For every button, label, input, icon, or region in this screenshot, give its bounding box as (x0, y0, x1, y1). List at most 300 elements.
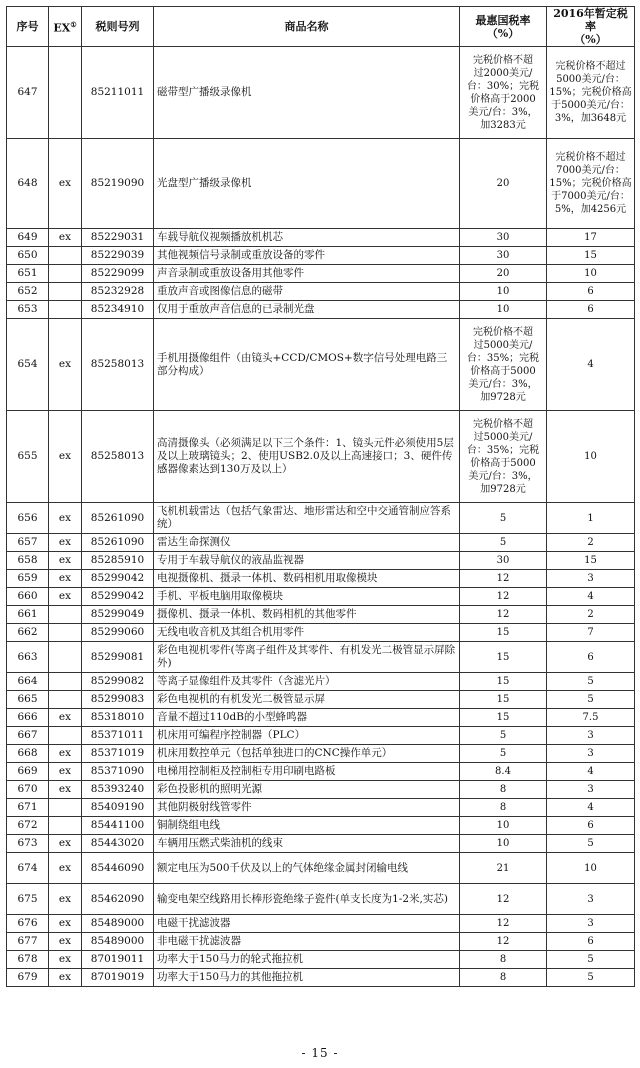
cell-mfn-rate (460, 763, 547, 781)
mfn-rate-line: 5 (499, 512, 507, 524)
cell-ex (49, 247, 82, 265)
mfn-rate-line: 12 (496, 591, 510, 602)
cell-mfn-rate (460, 709, 547, 727)
cell-seq: 666 (7, 709, 49, 727)
mfn-rate-line: 21 (496, 862, 510, 874)
cell-seq: 648 (7, 139, 49, 229)
cell-mfn-rate (460, 570, 547, 588)
cell-mfn-rate (460, 588, 547, 606)
table-row (7, 853, 635, 884)
tariff-table-sheet (6, 6, 634, 987)
table-row (7, 691, 635, 709)
table-row (7, 884, 635, 915)
table-row (7, 763, 635, 781)
cell-name: 专用于车载导航仪的液晶监视器 (154, 552, 460, 570)
cell-interim-rate (547, 624, 635, 642)
table-row (7, 265, 635, 283)
mfn-rate-line: 15 (496, 651, 510, 663)
mfn-rate-line: 5 (499, 537, 507, 548)
table-row (7, 588, 635, 606)
header-ex-footnote-mark: ① (70, 20, 77, 30)
cell-name: 仅用于重放声音信息的已录制光盘 (154, 301, 460, 319)
interim-rate-line: 完税价格不超过 (555, 61, 626, 72)
cell-name: 输变电架空线路用长棒形瓷绝缘子瓷件(单支长度为1-2米,实芯) (154, 884, 460, 915)
cell-interim-rate (547, 691, 635, 709)
cell-ex: ex (49, 588, 82, 606)
table-row (7, 534, 635, 552)
cell-code: 85285910 (82, 552, 154, 570)
cell-interim-rate (547, 781, 635, 799)
mfn-rate-line: 价格高于5000 (470, 365, 536, 377)
cell-mfn-rate (460, 969, 547, 987)
cell-interim-rate (547, 642, 635, 673)
interim-rate-line: 6 (587, 304, 594, 315)
mfn-rate-line: 5 (499, 748, 507, 759)
header-interim-rate (547, 7, 635, 47)
cell-mfn-rate (460, 642, 547, 673)
mfn-rate-line: 12 (496, 918, 510, 929)
cell-code: 85441100 (82, 817, 154, 835)
interim-rate-line: 3%，加3648元 (554, 113, 627, 124)
cell-ex: ex (49, 709, 82, 727)
cell-ex: ex (49, 411, 82, 503)
table-row (7, 951, 635, 969)
cell-interim-rate (547, 969, 635, 987)
cell-ex: ex (49, 552, 82, 570)
cell-mfn-rate (460, 247, 547, 265)
cell-interim-rate (547, 951, 635, 969)
interim-rate-line: 4 (587, 802, 594, 813)
cell-seq: 653 (7, 301, 49, 319)
cell-seq: 677 (7, 933, 49, 951)
interim-rate-line: 5 (587, 694, 594, 705)
cell-mfn-rate (460, 933, 547, 951)
cell-seq: 672 (7, 817, 49, 835)
table-body (7, 47, 635, 987)
table-row (7, 47, 635, 139)
mfn-rate-line: 过2000美元/ (473, 67, 533, 79)
cell-name: 雷达生命探测仪 (154, 534, 460, 552)
interim-rate-line: 5 (587, 676, 594, 687)
cell-interim-rate (547, 534, 635, 552)
cell-name: 手机用摄像组件（由镜头+CCD/CMOS+数字信号处理电路三部分构成） (154, 319, 460, 411)
mfn-rate-line: 30 (496, 232, 510, 243)
cell-mfn-rate (460, 319, 547, 411)
cell-mfn-rate (460, 229, 547, 247)
mfn-rate-line: 美元/台：3%， (468, 378, 538, 390)
table-row (7, 817, 635, 835)
cell-ex: ex (49, 534, 82, 552)
cell-interim-rate (547, 552, 635, 570)
table-row (7, 709, 635, 727)
mfn-rate-line: 过5000美元/ (473, 431, 533, 443)
cell-interim-rate (547, 283, 635, 301)
cell-interim-rate (547, 411, 635, 503)
interim-rate-line: 于7000美元/台： (551, 191, 630, 202)
cell-name: 铜制绕组电线 (154, 817, 460, 835)
cell-mfn-rate (460, 301, 547, 319)
mfn-rate-line: 15 (496, 627, 510, 638)
table-row (7, 799, 635, 817)
mfn-rate-line: 10 (496, 838, 510, 849)
cell-code: 85443020 (82, 835, 154, 853)
table-row (7, 624, 635, 642)
interim-rate-line: 5 (587, 972, 594, 983)
cell-ex (49, 727, 82, 745)
cell-ex (49, 265, 82, 283)
cell-interim-rate (547, 933, 635, 951)
cell-code: 85371019 (82, 745, 154, 763)
header-code: 税则号列 (82, 7, 154, 47)
table-row (7, 915, 635, 933)
cell-name: 音量不超过110dB的小型蜂鸣器 (154, 709, 460, 727)
table-row (7, 933, 635, 951)
mfn-rate-line: 8 (499, 954, 507, 965)
header-interim-rate-title: 2016年暂定税率 (553, 7, 628, 33)
cell-mfn-rate (460, 799, 547, 817)
cell-ex: ex (49, 853, 82, 884)
cell-seq: 667 (7, 727, 49, 745)
cell-name: 额定电压为500千伏及以上的气体绝缘金属封闭输电线 (154, 853, 460, 884)
cell-ex: ex (49, 229, 82, 247)
mfn-rate-line: 台：35%；完税 (466, 444, 540, 456)
cell-interim-rate (547, 915, 635, 933)
cell-name: 机床用可编程序控制器（PLC） (154, 727, 460, 745)
cell-code: 85219090 (82, 139, 154, 229)
mfn-rate-line: 8 (499, 802, 507, 813)
table-row (7, 283, 635, 301)
table-row (7, 642, 635, 673)
cell-code: 85446090 (82, 853, 154, 884)
cell-interim-rate (547, 139, 635, 229)
interim-rate-line: 6 (587, 820, 594, 831)
cell-ex: ex (49, 969, 82, 987)
interim-rate-line: 1 (587, 512, 594, 524)
cell-code: 85489000 (82, 915, 154, 933)
table-row (7, 745, 635, 763)
cell-code: 85258013 (82, 319, 154, 411)
cell-code: 85299042 (82, 570, 154, 588)
cell-ex (49, 624, 82, 642)
interim-rate-line: 6 (587, 286, 594, 297)
cell-code: 85232928 (82, 283, 154, 301)
cell-interim-rate (547, 570, 635, 588)
cell-ex (49, 673, 82, 691)
page-number: - 15 - (301, 1046, 339, 1060)
interim-rate-line: 3 (587, 748, 594, 759)
cell-ex (49, 691, 82, 709)
cell-code: 85229039 (82, 247, 154, 265)
cell-name: 非电磁干扰滤波器 (154, 933, 460, 951)
cell-seq: 656 (7, 503, 49, 534)
cell-interim-rate (547, 673, 635, 691)
cell-code: 85229099 (82, 265, 154, 283)
cell-code: 85229031 (82, 229, 154, 247)
mfn-rate-line: 10 (496, 304, 510, 315)
mfn-rate-line: 12 (496, 893, 510, 905)
mfn-rate-line: 12 (496, 609, 510, 620)
cell-mfn-rate (460, 552, 547, 570)
table-row (7, 570, 635, 588)
interim-rate-line: 3 (587, 918, 594, 929)
interim-rate-line: 7.5 (582, 712, 599, 723)
interim-rate-line: 6 (587, 651, 594, 663)
interim-rate-line: 5%，加4256元 (554, 204, 627, 215)
cell-mfn-rate (460, 745, 547, 763)
cell-interim-rate (547, 835, 635, 853)
table-row (7, 552, 635, 570)
cell-code: 85299083 (82, 691, 154, 709)
cell-name: 重放声音或图像信息的磁带 (154, 283, 460, 301)
cell-interim-rate (547, 799, 635, 817)
mfn-rate-line: 价格高于5000 (470, 457, 536, 469)
mfn-rate-line: 30 (496, 250, 510, 261)
header-name: 商品名称 (154, 7, 460, 47)
cell-seq: 660 (7, 588, 49, 606)
table-row (7, 247, 635, 265)
table-row (7, 503, 635, 534)
interim-rate-line: 3 (587, 784, 594, 795)
mfn-rate-line: 15 (496, 694, 510, 705)
table-header-row (7, 7, 635, 47)
cell-mfn-rate (460, 727, 547, 745)
cell-interim-rate (547, 47, 635, 139)
mfn-rate-line: 加9728元 (480, 483, 526, 495)
cell-seq: 659 (7, 570, 49, 588)
cell-code: 85299060 (82, 624, 154, 642)
cell-mfn-rate (460, 624, 547, 642)
cell-name: 机床用数控单元（包括单独进口的CNC操作单元） (154, 745, 460, 763)
cell-seq: 652 (7, 283, 49, 301)
mfn-rate-line: 加9728元 (480, 391, 526, 403)
interim-rate-line: 15 (584, 250, 597, 261)
cell-ex (49, 817, 82, 835)
cell-code: 85489000 (82, 933, 154, 951)
interim-rate-line: 2 (587, 537, 594, 548)
cell-mfn-rate (460, 817, 547, 835)
interim-rate-line: 5 (587, 954, 594, 965)
interim-rate-line: 10 (584, 862, 597, 874)
table-row (7, 301, 635, 319)
table-row (7, 606, 635, 624)
cell-ex: ex (49, 745, 82, 763)
cell-seq: 674 (7, 853, 49, 884)
mfn-rate-line: 完税价格不超 (473, 54, 533, 66)
cell-name: 磁带型广播级录像机 (154, 47, 460, 139)
cell-mfn-rate (460, 835, 547, 853)
cell-code: 85299082 (82, 673, 154, 691)
cell-name: 光盘型广播级录像机 (154, 139, 460, 229)
cell-name: 电梯用控制柜及控制柜专用印刷电路板 (154, 763, 460, 781)
cell-seq: 669 (7, 763, 49, 781)
cell-interim-rate (547, 588, 635, 606)
mfn-rate-line: 过5000美元/ (473, 339, 533, 351)
cell-code: 85409190 (82, 799, 154, 817)
cell-name: 等离子显像组件及其零件（含滤光片） (154, 673, 460, 691)
cell-seq: 651 (7, 265, 49, 283)
cell-ex (49, 47, 82, 139)
cell-ex: ex (49, 139, 82, 229)
header-seq: 序号 (7, 7, 49, 47)
cell-mfn-rate (460, 673, 547, 691)
table-row (7, 969, 635, 987)
cell-code: 85234910 (82, 301, 154, 319)
header-interim-rate-unit: （%） (574, 33, 607, 46)
cell-interim-rate (547, 503, 635, 534)
mfn-rate-line: 5 (499, 730, 507, 741)
cell-ex (49, 606, 82, 624)
mfn-rate-line: 美元/台：3%， (468, 106, 538, 118)
interim-rate-line: 3 (587, 730, 594, 741)
header-ex-label: EX (53, 21, 71, 35)
cell-ex: ex (49, 570, 82, 588)
cell-seq: 650 (7, 247, 49, 265)
mfn-rate-line: 12 (496, 573, 510, 584)
cell-code: 87019011 (82, 951, 154, 969)
interim-rate-line: 3 (587, 573, 594, 584)
mfn-rate-line: 完税价格不超 (473, 326, 533, 338)
cell-interim-rate (547, 606, 635, 624)
cell-ex: ex (49, 951, 82, 969)
cell-name: 功率大于150马力的其他拖拉机 (154, 969, 460, 987)
cell-name: 电磁干扰滤波器 (154, 915, 460, 933)
cell-seq: 647 (7, 47, 49, 139)
cell-ex: ex (49, 915, 82, 933)
mfn-rate-line: 价格高于2000 (470, 93, 536, 105)
cell-mfn-rate (460, 503, 547, 534)
interim-rate-line: 于5000美元/台： (551, 100, 630, 111)
mfn-rate-line: 10 (496, 286, 510, 297)
cell-seq: 661 (7, 606, 49, 624)
interim-rate-line: 3 (587, 893, 594, 905)
mfn-rate-line: 12 (496, 936, 510, 947)
cell-seq: 658 (7, 552, 49, 570)
header-ex (49, 7, 82, 47)
cell-ex: ex (49, 503, 82, 534)
cell-interim-rate (547, 763, 635, 781)
table-row (7, 139, 635, 229)
mfn-rate-line: 加3283元 (480, 119, 526, 131)
cell-ex (49, 301, 82, 319)
interim-rate-line: 15%；完税价格高 (549, 178, 632, 189)
cell-name: 车载导航仪视频播放机机芯 (154, 229, 460, 247)
cell-interim-rate (547, 817, 635, 835)
cell-mfn-rate (460, 884, 547, 915)
cell-name: 其他视频信号录制或重放设备的零件 (154, 247, 460, 265)
table-row (7, 229, 635, 247)
cell-name: 摄像机、摄录一体机、数码相机的其他零件 (154, 606, 460, 624)
interim-rate-line: 4 (587, 591, 594, 602)
cell-code: 85261090 (82, 503, 154, 534)
cell-mfn-rate (460, 853, 547, 884)
cell-seq: 665 (7, 691, 49, 709)
cell-ex: ex (49, 763, 82, 781)
cell-name: 车辆用压燃式柴油机的线束 (154, 835, 460, 853)
cell-seq: 678 (7, 951, 49, 969)
cell-seq: 664 (7, 673, 49, 691)
table-row (7, 411, 635, 503)
cell-interim-rate (547, 247, 635, 265)
interim-rate-line: 10 (584, 451, 597, 462)
cell-interim-rate (547, 853, 635, 884)
tariff-table (6, 6, 635, 987)
cell-interim-rate (547, 745, 635, 763)
cell-ex (49, 642, 82, 673)
cell-seq: 649 (7, 229, 49, 247)
table-row (7, 781, 635, 799)
mfn-rate-line: 10 (496, 820, 510, 831)
mfn-rate-line: 15 (496, 676, 510, 687)
mfn-rate-line: 20 (496, 268, 510, 279)
cell-mfn-rate (460, 283, 547, 301)
mfn-rate-line: 美元/台：3%， (468, 470, 538, 482)
interim-rate-line: 4 (587, 766, 594, 777)
cell-mfn-rate (460, 915, 547, 933)
cell-name: 声音录制或重放设备用其他零件 (154, 265, 460, 283)
mfn-rate-line: 8 (499, 784, 507, 795)
header-mfn-rate-unit: （%） (486, 26, 520, 40)
cell-interim-rate (547, 229, 635, 247)
cell-seq: 671 (7, 799, 49, 817)
mfn-rate-line: 台：35%；完税 (466, 352, 540, 364)
cell-ex: ex (49, 781, 82, 799)
cell-mfn-rate (460, 411, 547, 503)
cell-code: 85371011 (82, 727, 154, 745)
cell-mfn-rate (460, 265, 547, 283)
cell-seq: 663 (7, 642, 49, 673)
cell-code: 85371090 (82, 763, 154, 781)
interim-rate-line: 10 (584, 268, 597, 279)
interim-rate-line: 5 (587, 838, 594, 849)
mfn-rate-line: 8 (499, 972, 507, 983)
mfn-rate-line: 30 (496, 555, 510, 566)
table-row (7, 319, 635, 411)
cell-seq: 668 (7, 745, 49, 763)
cell-interim-rate (547, 884, 635, 915)
cell-ex (49, 283, 82, 301)
cell-name: 高清摄像头（必须满足以下三个条件：1、镜头元件必须使用5层及以上玻璃镜头；2、使用USB2.0及以上高速接口；3、硬件传感器像素达到130万及以上） (154, 411, 460, 503)
cell-ex: ex (49, 835, 82, 853)
cell-code: 85261090 (82, 534, 154, 552)
cell-name: 飞机机载雷达（包括气象雷达、地形雷达和空中交通管制应答系统） (154, 503, 460, 534)
cell-code: 85393240 (82, 781, 154, 799)
cell-ex: ex (49, 319, 82, 411)
cell-code: 85299081 (82, 642, 154, 673)
cell-code: 87019019 (82, 969, 154, 987)
cell-name: 彩色电视机的有机发光二极管显示屏 (154, 691, 460, 709)
table-row (7, 835, 635, 853)
cell-seq: 662 (7, 624, 49, 642)
mfn-rate-line: 15 (496, 712, 510, 723)
cell-seq: 654 (7, 319, 49, 411)
cell-interim-rate (547, 709, 635, 727)
cell-interim-rate (547, 265, 635, 283)
cell-mfn-rate (460, 781, 547, 799)
interim-rate-line: 2 (587, 609, 594, 620)
cell-ex (49, 799, 82, 817)
cell-mfn-rate (460, 47, 547, 139)
cell-code: 85258013 (82, 411, 154, 503)
header-mfn-rate-title: 最惠国税率 (475, 13, 531, 27)
cell-ex: ex (49, 933, 82, 951)
cell-name: 电视摄像机、摄录一体机、数码相机用取像模块 (154, 570, 460, 588)
cell-interim-rate (547, 727, 635, 745)
cell-name: 手机、平板电脑用取像模块 (154, 588, 460, 606)
cell-mfn-rate (460, 951, 547, 969)
cell-code: 85318010 (82, 709, 154, 727)
header-mfn-rate (460, 7, 547, 47)
mfn-rate-line: 完税价格不超 (473, 418, 533, 430)
